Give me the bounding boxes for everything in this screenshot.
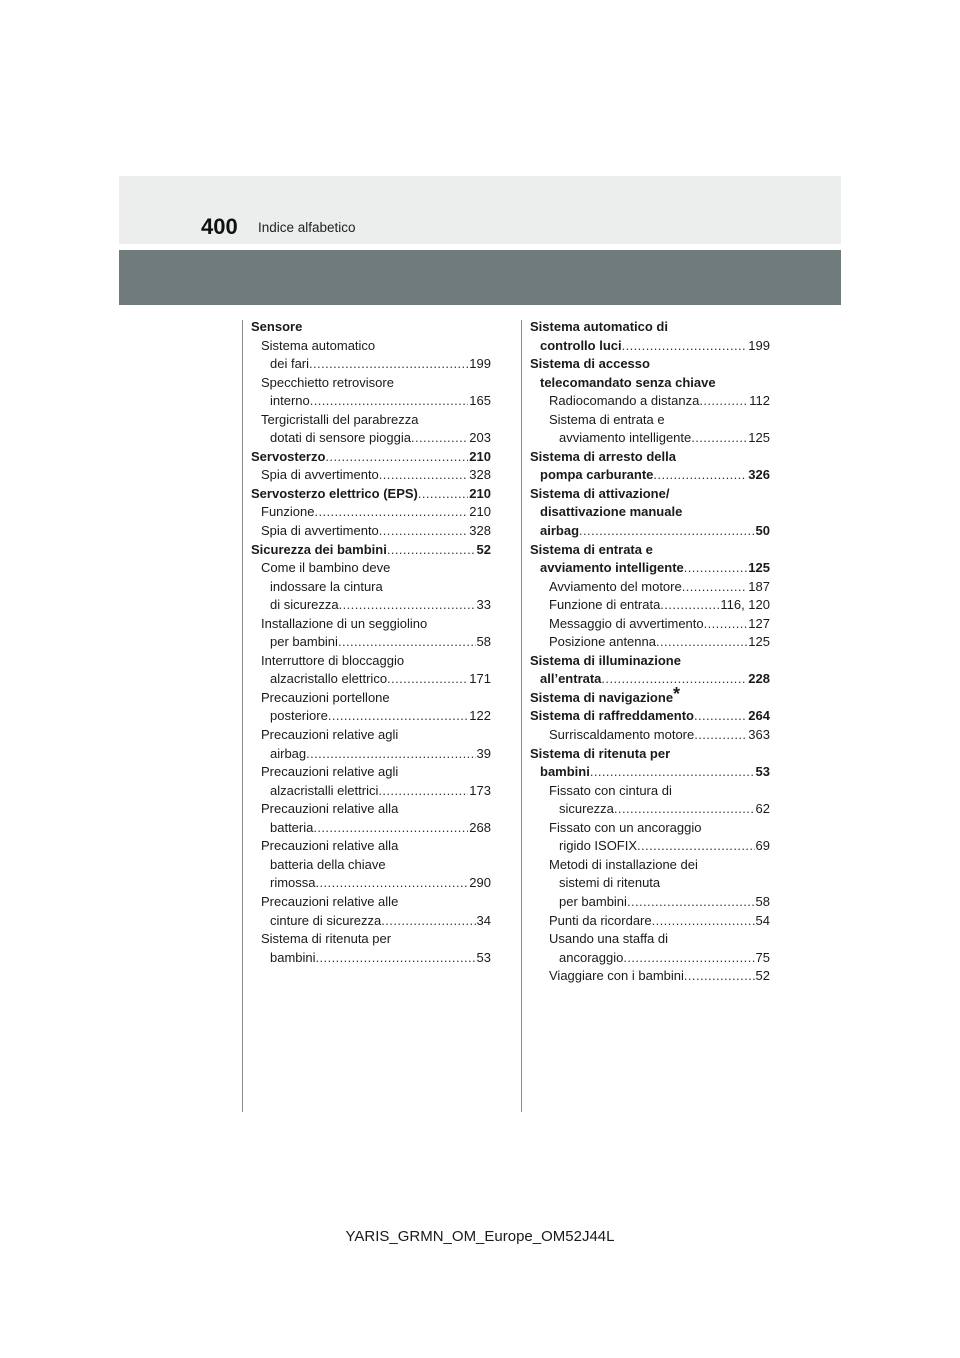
index-entry-text: Sistema automatico di	[530, 319, 668, 334]
leader-dots	[316, 949, 476, 968]
index-entry-page: 52	[476, 541, 491, 557]
index-entry-text: Sistema di raffreddamento	[530, 708, 694, 724]
index-entry	[530, 541, 770, 560]
index-entry	[530, 683, 770, 708]
leader-dots	[328, 707, 468, 726]
index-entry-page: 165	[469, 393, 491, 409]
index-entry-text: di sicurezza	[270, 597, 339, 613]
index-entry-page: 58	[755, 893, 770, 909]
index-entry	[530, 559, 770, 578]
index-entry-text: Spia di avvertimento	[261, 467, 379, 483]
index-entry	[251, 429, 491, 448]
index-entry	[530, 893, 770, 912]
index-entry-text: pompa carburante	[540, 467, 654, 483]
index-entry-page: 125	[748, 430, 770, 446]
index-entry-text: Avviamento del motore	[549, 578, 682, 594]
index-entry-page: 203	[469, 430, 491, 446]
index-entry-page: 125	[748, 560, 770, 576]
index-entry-page: 122	[469, 708, 491, 724]
index-entry-text: bambini	[540, 764, 590, 780]
index-entry	[251, 615, 491, 634]
index-entry-text: Messaggio di avvertimento	[549, 615, 704, 631]
index-entry	[251, 318, 491, 337]
index-entry	[530, 652, 770, 671]
index-entry	[251, 337, 491, 356]
index-entry-page: 62	[755, 801, 770, 817]
index-entry	[251, 837, 491, 856]
index-entry-text: Viaggiare con i bambini	[549, 968, 684, 984]
index-column-right	[530, 318, 770, 986]
index-entry	[251, 559, 491, 578]
index-entry-text: Fissato con cintura di	[549, 782, 672, 798]
index-entry-page: 54	[755, 912, 770, 928]
leader-dots	[704, 615, 748, 634]
index-entry-page: 210	[469, 448, 491, 464]
index-entry	[251, 819, 491, 838]
index-entry-text: posteriore	[270, 708, 328, 724]
chapter-band	[119, 250, 841, 305]
index-entry-page: 326	[748, 467, 770, 483]
index-entry-text: Specchietto retrovisore	[261, 374, 394, 390]
index-entry-text: telecomandato senza chiave	[540, 374, 716, 390]
index-entry-page: 363	[748, 727, 770, 743]
index-entry-text: sicurezza	[559, 801, 614, 817]
index-entry	[251, 448, 491, 467]
index-entry-text: Sistema di entrata e	[530, 541, 653, 557]
index-entry-page: 52	[755, 968, 770, 984]
leader-dots	[653, 466, 747, 485]
index-entry-text: interno	[270, 393, 310, 409]
index-entry-page: 171	[469, 671, 491, 687]
index-entry-page: 112	[749, 393, 770, 409]
index-entry-text: airbag	[270, 745, 307, 761]
index-entry-text: Posizione antenna	[549, 634, 656, 650]
index-entry	[530, 707, 770, 726]
leader-dots	[614, 800, 755, 819]
leader-dots	[684, 967, 755, 986]
leader-dots	[381, 912, 475, 931]
leader-dots	[387, 541, 476, 560]
index-entry-text: Precauzioni relative alla	[261, 801, 399, 817]
index-entry-text: alzacristalli elettrici	[270, 782, 379, 798]
index-entry-text: Servosterzo elettrico (EPS)	[251, 485, 418, 501]
index-entry-text: Sistema di entrata e	[549, 411, 665, 427]
index-entry-text: Precauzioni relative agli	[261, 764, 399, 780]
index-entry	[251, 652, 491, 671]
document-code: YARIS_GRMN_OM_Europe_OM52J44L	[345, 1228, 615, 1245]
index-entry-text: disattivazione manuale	[540, 504, 683, 520]
index-entry	[530, 800, 770, 819]
index-entry	[251, 949, 491, 968]
index-entry-text: Precauzioni relative agli	[261, 727, 399, 743]
index-entry-text: Precauzioni portellone	[261, 689, 390, 705]
leader-dots	[622, 337, 748, 356]
index-entry-text: Funzione di entrata	[549, 597, 661, 613]
index-entry	[251, 726, 491, 745]
index-entry	[530, 522, 770, 541]
leader-dots	[418, 485, 468, 504]
index-entry	[251, 800, 491, 819]
index-entry-text: Precauzioni relative alla	[261, 838, 399, 854]
index-entry	[251, 633, 491, 652]
leader-dots	[325, 448, 468, 467]
index-entry-page: 328	[469, 523, 491, 539]
index-entry-text: Precauzioni relative alle	[261, 893, 399, 909]
column-rule-middle	[521, 320, 522, 1112]
index-entry	[251, 912, 491, 931]
index-entry	[530, 949, 770, 968]
index-entry-text: dei fari	[270, 356, 310, 372]
index-entry-page: 34	[476, 912, 491, 928]
index-entry-text: Sicurezza dei bambini	[251, 541, 387, 557]
index-entry	[530, 429, 770, 448]
index-entry	[251, 541, 491, 560]
index-entry	[251, 466, 491, 485]
index-entry	[251, 745, 491, 764]
leader-dots	[309, 355, 468, 374]
leader-dots	[387, 670, 468, 689]
index-entry	[251, 522, 491, 541]
leader-dots	[682, 578, 748, 597]
index-entry-page: 290	[469, 875, 491, 891]
index-entry-page: 210	[469, 485, 491, 501]
index-entry-text: Sistema di accesso	[530, 356, 650, 372]
index-column-left	[251, 318, 491, 967]
leader-dots	[627, 893, 755, 912]
index-entry	[251, 374, 491, 393]
index-entry-text: Sistema di ritenuta per	[261, 931, 392, 947]
index-entry	[530, 374, 770, 393]
index-entry	[530, 874, 770, 893]
index-entry-page: 199	[748, 337, 770, 353]
index-entry-text: sistemi di ritenuta	[559, 875, 661, 891]
index-entry	[251, 670, 491, 689]
leader-dots	[338, 633, 476, 652]
leader-dots	[316, 874, 469, 893]
index-entry-text: ancoraggio	[559, 949, 624, 965]
index-entry	[530, 782, 770, 801]
index-entry-page: 199	[469, 356, 491, 372]
leader-dots	[411, 429, 468, 448]
leader-dots	[637, 837, 755, 856]
index-entry-text: alzacristallo elettrico	[270, 671, 388, 687]
index-entry	[530, 633, 770, 652]
index-entry-text: controllo luci	[540, 337, 622, 353]
index-entry-text: rigido ISOFIX	[559, 838, 638, 854]
column-rule-left	[242, 320, 243, 1112]
index-entry-page: 127	[748, 615, 770, 631]
index-entry-text: Sistema di ritenuta per	[530, 745, 671, 761]
index-entry	[530, 318, 770, 337]
index-entry	[251, 782, 491, 801]
index-entry	[530, 837, 770, 856]
index-entry-text: Sistema di navigazione	[530, 689, 674, 705]
leader-dots	[310, 392, 469, 411]
index-entry-text: Sensore	[251, 319, 303, 334]
index-entry-text: batteria	[270, 819, 314, 835]
index-entry-page: 187	[748, 578, 770, 594]
index-entry-text: Servosterzo	[251, 448, 326, 464]
index-entry-page: 53	[476, 949, 491, 965]
index-entry	[530, 819, 770, 838]
index-entry	[251, 893, 491, 912]
leader-dots	[339, 596, 476, 615]
index-entry-text: Tergicristalli del parabrezza	[261, 411, 419, 427]
index-entry-page: 116, 120	[720, 597, 770, 613]
index-entry-page: 125	[748, 634, 770, 650]
index-entry	[530, 615, 770, 634]
leader-dots	[623, 949, 754, 968]
index-entry-text: Fissato con un ancoraggio	[549, 819, 702, 835]
index-entry-text: all’entrata	[540, 671, 602, 687]
index-entry-text: Spia di avvertimento	[261, 523, 379, 539]
index-entry-text: avviamento intelligente	[540, 560, 684, 576]
index-entry-text: Surriscaldamento motore	[549, 727, 695, 743]
leader-dots	[306, 745, 475, 764]
index-entry-text: Sistema di attivazione/	[530, 485, 670, 501]
index-entry-text: indossare la cintura	[270, 578, 383, 594]
index-entry-text: per bambini	[559, 893, 627, 909]
leader-dots	[590, 763, 755, 782]
footnote-star: *	[673, 683, 681, 704]
index-entry	[251, 485, 491, 504]
index-entry	[530, 392, 770, 411]
index-entry-text: Sistema di arresto della	[530, 448, 676, 464]
index-entry	[251, 392, 491, 411]
leader-dots	[684, 559, 748, 578]
index-entry-text: Punti da ricordare	[549, 912, 652, 928]
index-entry-page: 210	[469, 504, 491, 520]
page-number: 400	[201, 214, 238, 239]
index-entry-text: batteria della chiave	[270, 856, 386, 872]
leader-dots	[699, 392, 748, 411]
leader-dots	[660, 596, 719, 615]
index-entry	[530, 745, 770, 764]
index-entry	[251, 874, 491, 893]
index-entry-text: Metodi di installazione dei	[549, 856, 698, 872]
index-entry-page: 39	[476, 745, 491, 761]
index-entry-text: Sistema di illuminazione	[530, 652, 681, 668]
index-entry-page: 268	[469, 819, 491, 835]
index-entry-text: Interruttore di bloccaggio	[261, 652, 405, 668]
index-entry	[530, 503, 770, 522]
index-entry	[251, 856, 491, 875]
index-entry-page: 173	[469, 782, 491, 798]
index-entry	[530, 485, 770, 504]
index-entry-text: avviamento intelligente	[559, 430, 692, 446]
section-title: Indice alfabetico	[258, 220, 356, 235]
index-entry	[530, 596, 770, 615]
index-entry-text: dotati di sensore pioggia	[270, 430, 411, 446]
index-entry	[251, 355, 491, 374]
index-entry-page: 33	[476, 597, 491, 613]
index-entry	[530, 967, 770, 986]
index-entry-text: Come il bambino deve	[261, 560, 391, 576]
index-entry-page: 58	[476, 634, 491, 650]
index-entry	[530, 355, 770, 374]
index-entry-page: 53	[755, 764, 770, 780]
index-entry-text: Funzione	[261, 504, 315, 520]
index-entry	[530, 466, 770, 485]
index-entry	[530, 726, 770, 745]
leader-dots	[314, 503, 468, 522]
index-entry-page: 75	[755, 949, 770, 965]
leader-dots	[579, 522, 755, 541]
index-entry-page: 228	[748, 671, 770, 687]
leader-dots	[379, 466, 469, 485]
leader-dots	[691, 429, 747, 448]
index-entry	[530, 578, 770, 597]
index-entry	[530, 856, 770, 875]
index-entry	[530, 337, 770, 356]
index-entry-text: Installazione di un seggiolino	[261, 615, 428, 631]
leader-dots	[694, 726, 747, 745]
leader-dots	[313, 819, 468, 838]
index-entry	[530, 670, 770, 689]
index-entry-text: per bambini	[270, 634, 338, 650]
index-entry-text: airbag	[540, 523, 580, 539]
index-entry-text: cinture di sicurezza	[270, 912, 382, 928]
index-entry-text: Radiocomando a distanza	[549, 393, 700, 409]
index-entry	[251, 707, 491, 726]
index-entry	[530, 763, 770, 782]
index-entry	[251, 411, 491, 430]
index-entry	[530, 411, 770, 430]
index-entry-text: Sistema automatico	[261, 337, 376, 353]
index-entry-text: bambini	[270, 949, 316, 965]
index-entry	[251, 578, 491, 597]
index-entry-page: 50	[755, 523, 770, 539]
leader-dots	[694, 707, 747, 726]
index-entry-page: 328	[469, 467, 491, 483]
index-entry-page: 69	[755, 838, 770, 854]
leader-dots	[656, 633, 747, 652]
index-entry-text: Usando una staffa di	[549, 931, 669, 947]
leader-dots	[379, 522, 469, 541]
index-entry	[251, 596, 491, 615]
index-entry	[251, 763, 491, 782]
index-entry	[530, 448, 770, 467]
index-entry	[251, 689, 491, 708]
index-entry	[530, 930, 770, 949]
index-entry	[251, 503, 491, 522]
index-entry	[530, 912, 770, 931]
index-entry	[251, 930, 491, 949]
index-entry-page: 264	[748, 708, 770, 724]
index-entry-text: rimossa	[270, 875, 316, 891]
leader-dots	[652, 912, 755, 931]
leader-dots	[378, 782, 468, 801]
